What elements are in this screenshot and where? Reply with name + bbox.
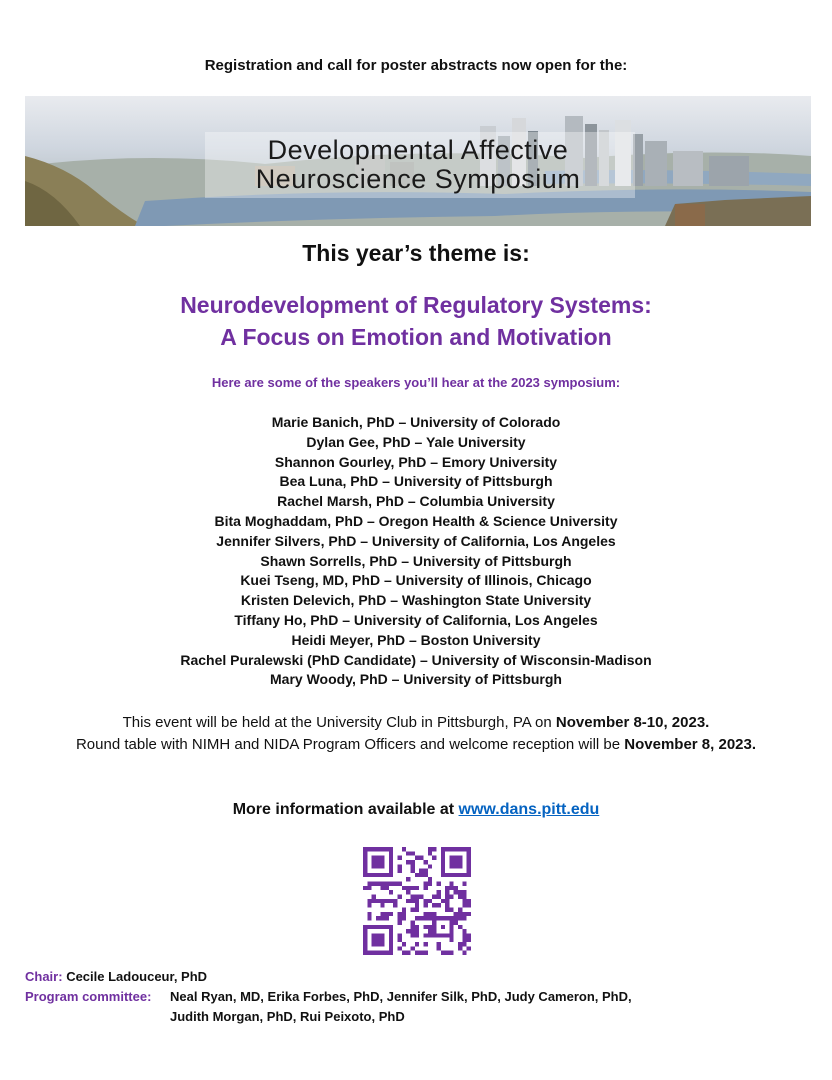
symposium-title-line2: Neuroscience Symposium xyxy=(255,164,581,194)
theme-title xyxy=(0,289,832,353)
chair-name: Cecile Ladouceur, PhD xyxy=(66,969,208,984)
speaker-item: Heidi Meyer, PhD – Boston University xyxy=(291,631,541,648)
speaker-item: Rachel Puralewski (PhD Candidate) – University of Wisconsin-Madison xyxy=(180,651,652,668)
speaker-item: Tiffany Ho, PhD – University of California, Los Angeles xyxy=(234,611,598,628)
event-dates: November 8-10, 2023. xyxy=(555,714,710,731)
speaker-item: Jennifer Silvers, PhD – University of California, Los Angeles xyxy=(216,532,616,549)
chair-row xyxy=(25,967,805,987)
more-info-label: More information available at xyxy=(232,801,459,818)
committee-section xyxy=(25,967,805,1027)
speaker-list xyxy=(0,413,832,690)
speaker-item: Bea Luna, PhD – University of Pittsburgh xyxy=(279,473,553,490)
symposium-title-line1: Developmental Affective xyxy=(267,135,569,165)
event-line-2 xyxy=(0,734,832,756)
program-committee-members xyxy=(170,987,632,1027)
speaker-item: Rachel Marsh, PhD – Columbia University xyxy=(277,493,555,510)
program-committee-label: Program committee: xyxy=(25,989,152,1004)
speaker-item: Mary Woody, PhD – University of Pittsburgh xyxy=(270,671,562,688)
program-committee-line2: Judith Morgan, PhD, Rui Peixoto, PhD xyxy=(170,1009,405,1024)
theme-title-line1: Neurodevelopment of Regulatory Systems: xyxy=(180,292,652,318)
speaker-item: Kuei Tseng, MD, PhD – University of Illinois, Chicago xyxy=(240,572,592,589)
speaker-item: Marie Banich, PhD – University of Colorado xyxy=(271,414,561,430)
reception-date: November 8, 2023. xyxy=(624,736,757,753)
website-link[interactable]: www.dans.pitt.edu xyxy=(458,801,600,818)
qr-code-icon[interactable] xyxy=(363,847,471,955)
more-info xyxy=(0,801,832,819)
symposium-title xyxy=(25,136,811,194)
program-committee-line1: Neal Ryan, MD, Erika Forbes, PhD, Jennifer Silk, PhD, Judy Cameron, PhD, xyxy=(170,989,632,1004)
event-location-text: This event will be held at the University Club in Pittsburgh, PA on xyxy=(122,714,556,731)
theme-heading: This year’s theme is: xyxy=(302,240,530,266)
theme-title-line2: A Focus on Emotion and Motivation xyxy=(220,324,612,350)
speaker-item: Shannon Gourley, PhD – Emory University xyxy=(274,453,558,470)
speaker-item: Dylan Gee, PhD – Yale University xyxy=(306,433,526,450)
speakers-intro: Here are some of the speakers you’ll hear at the 2023 symposium: xyxy=(211,375,621,390)
speaker-item: Kristen Delevich, PhD – Washington State University xyxy=(240,592,592,609)
chair-label: Chair: xyxy=(25,969,63,984)
speaker-item: Shawn Sorrells, PhD – University of Pittsburgh xyxy=(260,552,572,569)
program-committee-row xyxy=(25,987,805,1027)
top-note: Registration and call for poster abstracts now open for the: xyxy=(204,57,628,74)
event-line-1 xyxy=(0,712,832,734)
event-details xyxy=(0,712,832,756)
symposium-banner xyxy=(25,96,811,226)
reception-text: Round table with NIMH and NIDA Program Officers and welcome reception will be xyxy=(75,736,625,753)
speaker-item: Bita Moghaddam, PhD – Oregon Health & Science University xyxy=(214,512,618,529)
